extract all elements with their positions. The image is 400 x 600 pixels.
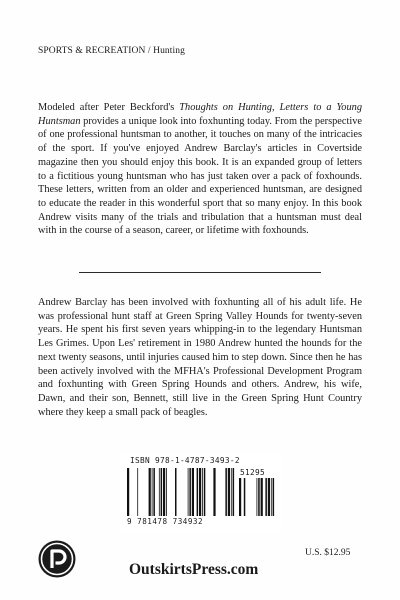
barcode-bar [149, 468, 151, 516]
isbn-barcode [127, 468, 235, 516]
barcode-bar [175, 468, 177, 516]
barcode-bar [204, 468, 206, 516]
blurb-intro: Modeled after Peter Beckford's [38, 102, 180, 113]
price-addon-barcode [239, 478, 279, 516]
barcode-bar [163, 468, 165, 516]
outskirts-press-p-logo-icon [38, 540, 76, 578]
category-label: SPORTS & RECREATION / Hunting [38, 46, 185, 56]
barcode-bar [159, 468, 160, 516]
barcode-bar [265, 478, 267, 516]
section-divider [79, 272, 321, 273]
book-description [38, 101, 362, 238]
barcode-bar [152, 468, 153, 516]
barcode-addon-code: 51295 [240, 468, 265, 477]
barcode-bar [153, 468, 155, 516]
referenced-book-title: Thoughts on Hunting, Letters to a Young Huntsman [38, 102, 362, 127]
isbn-label: ISBN 978-1-4787-3493-2 [130, 456, 240, 465]
barcode-bar [225, 468, 227, 516]
barcode-bar [213, 468, 215, 516]
blurb-body: provides a unique look into foxhunting today. From the perspective of one professional huntsman to another, it touches on many of the intricacies of the sport. If you've enjoyed Andrew Barclay's articles in Covertside magazine then you should enjoy this book. It is an expanded group of letters to a fictitious young huntsman who has just taken over a pack of foxhounds. These letters, written from an older and experienced huntsman, are designed to educate the reader in this wonderful sport that so many enjoy. In this book Andrew visits many of the trials and tribulation that a huntsman must deal with in the course of a season, career, or lifetime with foxhounds. [38, 115, 362, 237]
barcode-bar [166, 468, 167, 516]
barcode-bar [257, 478, 258, 516]
barcode-bar [239, 478, 241, 516]
barcode-bar [261, 478, 263, 516]
barcode-bar [137, 468, 138, 516]
barcode-bar [271, 478, 272, 516]
publisher-name: OutskirtsPress.com [129, 561, 259, 578]
barcode-bar [199, 468, 201, 516]
author-bio: Andrew Barclay has been involved with foxhunting all of his adult life. He was professional hunt staff at Green Spring Valley Hounds for twenty-seven years. He spent his first seven years whipping-in to the legendary Huntsman Les Grimes. Upon Les' retirement in 1980 Andrew hunted the hounds for the next twenty seasons, until injuries caused him to step down. Since then he has been actively involved with the MFHA's Professional Development Program and foxhunting with Green Spring Hounds and others. Andrew, his wife, Dawn, and their son, Bennett, still live in the Green Spring Hunt Country where they keep a small pack of beagles. [38, 297, 362, 418]
barcode-bar [202, 468, 203, 516]
barcode-bar [161, 468, 163, 516]
barcode-bar [189, 468, 191, 516]
barcode-bar [273, 478, 275, 516]
barcode-bar [127, 468, 129, 516]
barcode-bar [188, 468, 189, 516]
barcode-bar [197, 468, 199, 516]
barcode-bar [244, 478, 246, 516]
barcode-bar [228, 468, 230, 516]
barcode-bar [192, 468, 194, 516]
barcode-digits: 9 781478 734932 [127, 517, 204, 526]
price-label: U.S. $12.95 [305, 548, 351, 558]
barcode-bar [268, 478, 270, 516]
barcode-bar [233, 468, 235, 516]
barcode-bar [258, 478, 260, 516]
barcode-bar [231, 468, 232, 516]
